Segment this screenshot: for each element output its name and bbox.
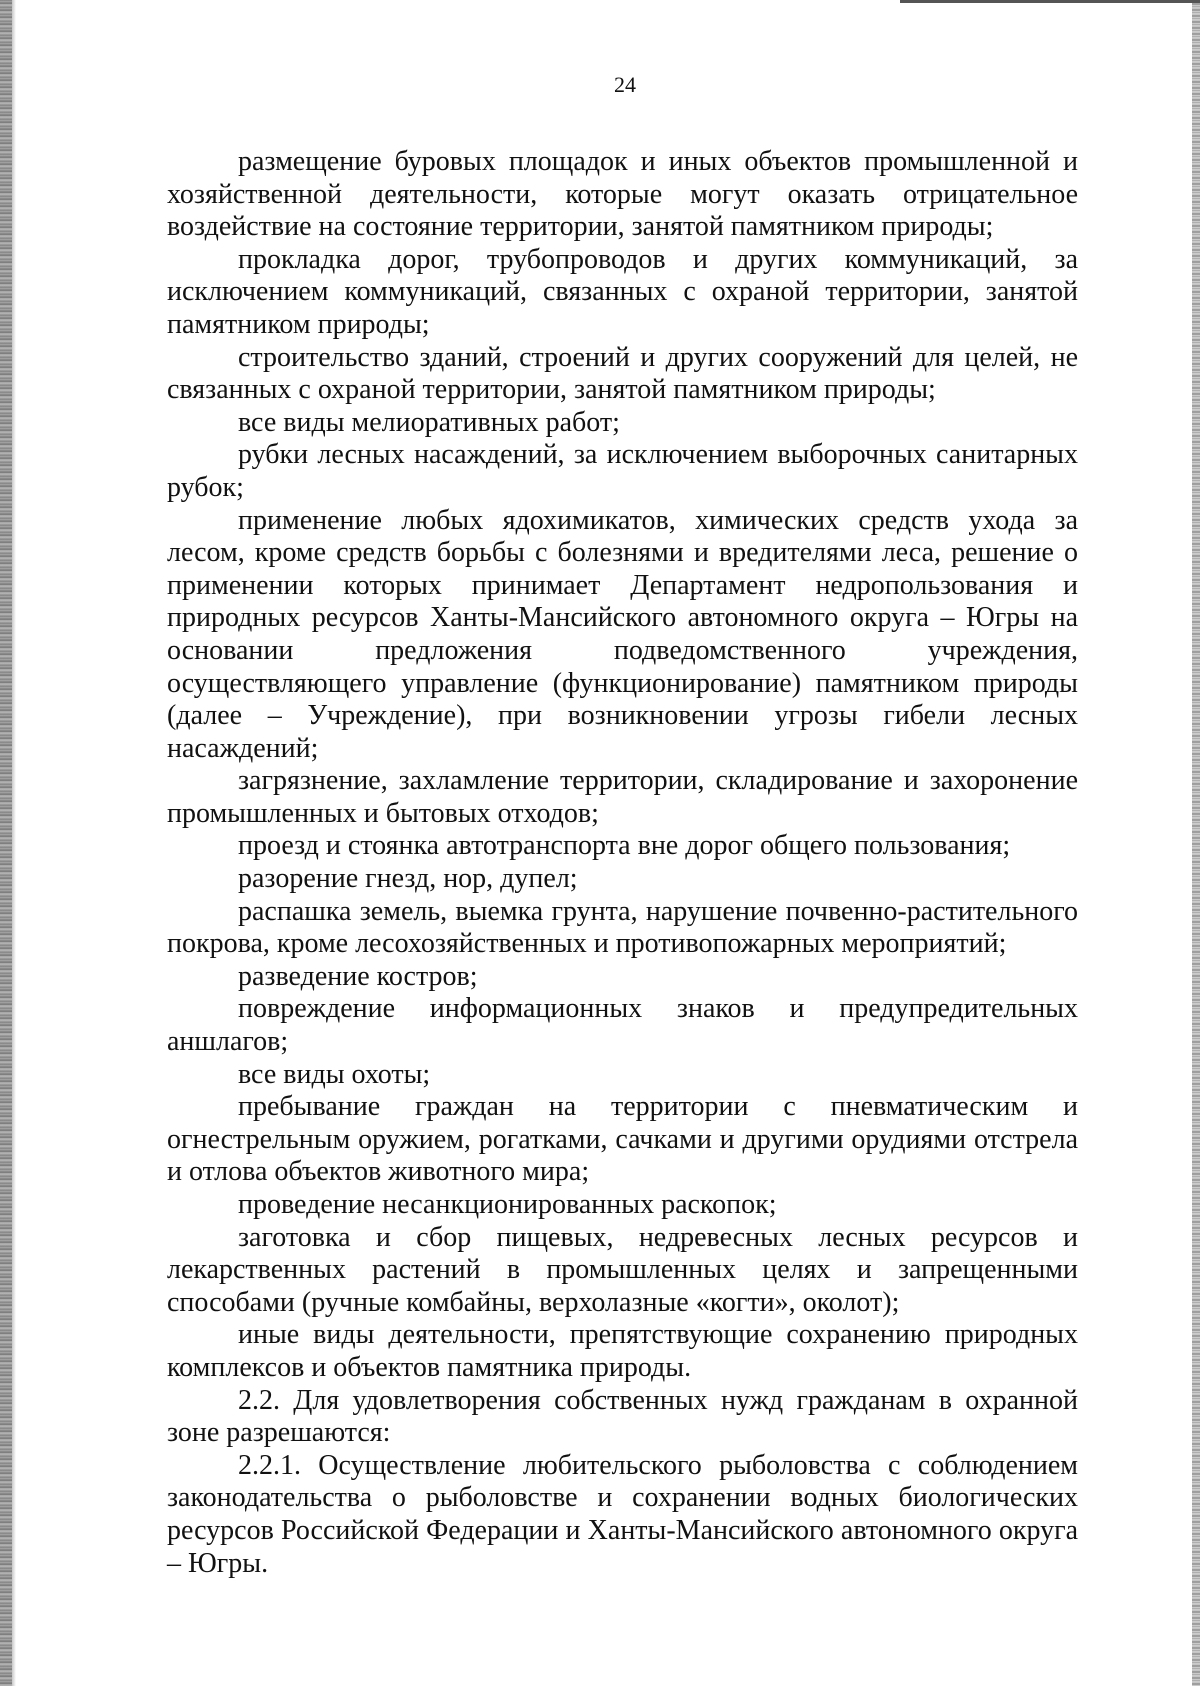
- paragraph: рубки лесных насаждений, за исключением выборочных санитарных рубок;: [167, 439, 1078, 503]
- paragraph: разведение костров;: [238, 960, 478, 992]
- paragraph: все виды охоты;: [238, 1058, 431, 1090]
- paragraph: распашка земель, выемка грунта, нарушение почвенно-растительного покрова, кроме лесохозяйственных и противопожарных мероприятий;: [167, 895, 1078, 960]
- section-clause: 2.2. Для удовлетворения собственных нужд гражданам в охранной зоне разрешаются:: [167, 1384, 1078, 1449]
- paragraph: повреждение информационных знаков и предупредительных аншлагов;: [167, 993, 1078, 1058]
- scan-edge-left: [0, 0, 12, 1686]
- paragraph: все виды мелиоративных работ;: [238, 406, 620, 438]
- paragraph: прокладка дорог, трубопроводов и других коммуникаций, за исключением коммуникаций, связанных с охраной территории, занятой памятником природы;: [167, 243, 1078, 340]
- page-number: 24: [614, 72, 636, 97]
- paragraph: строительство зданий, строений и других сооружений для целей, не связанных с охраной территории, занятой памятником природы;: [167, 341, 1078, 406]
- paragraph: иные виды деятельности, препятствующие сохранению природных комплексов и объектов памятника природы.: [167, 1319, 1078, 1383]
- paragraph: проезд и стоянка автотранспорта вне дорог общего пользования;: [238, 830, 1011, 862]
- scan-edge-top: [900, 0, 1200, 3]
- paragraph: проведение несанкционированных раскопок;: [238, 1189, 777, 1220]
- paragraph: разорение гнезд, нор, дупел;: [238, 863, 578, 895]
- paragraph: пребывание граждан на территории с пневматическим и огнестрельным оружием, рогатками, сачками и другими орудиями отстрела и отлова объектов животного мира;: [167, 1091, 1078, 1188]
- scan-edge-shadow: [12, 0, 16, 1686]
- paragraph: применение любых ядохимикатов, химических средств ухода за лесом, кроме средств борьбы с болезнями и вредителями леса, решение о применении которых принимает Департамент недропользования и природных ресурсов Ханты-Мансийского автономного округа – Югры на основании предложения подведомственного учреждения, осуществляющего управление (функционирование) памятником природы (далее – Учреждение), при возникновении угрозы гибели лесных насаждений;: [167, 504, 1078, 764]
- document-body: [167, 146, 1078, 1580]
- scan-edge-right: [1192, 0, 1200, 1686]
- paragraph: размещение буровых площадок и иных объектов промышленной и хозяйственной деятельности, которые могут оказать отрицательное воздействие на состояние территории, занятой памятником природы;: [167, 146, 1078, 243]
- paragraph: заготовка и сбор пищевых, недревесных лесных ресурсов и лекарственных растений в промышленных целях и запрещенными способами (ручные комбайны, верхолазные «когти», околот);: [167, 1221, 1078, 1318]
- paragraph: загрязнение, захламление территории, складирование и захоронение промышленных и бытовых отходов;: [167, 765, 1078, 829]
- section-clause: 2.2.1. Осуществление любительского рыболовства с соблюдением законодательства о рыболовстве и сохранении водных биологических ресурсов Российской Федерации и Ханты-Мансийского автономного округа – Югры.: [167, 1449, 1078, 1579]
